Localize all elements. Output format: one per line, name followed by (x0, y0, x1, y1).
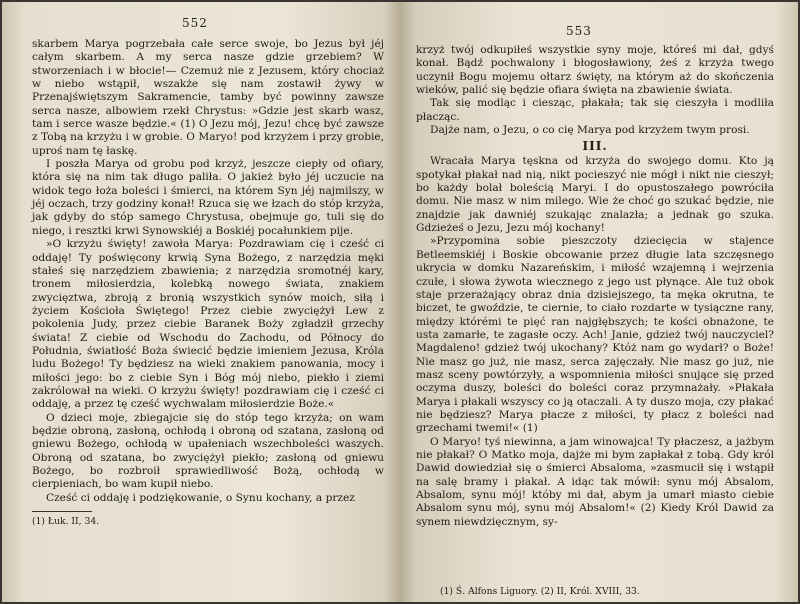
paragraph: krzyż twój odkupiłeś wszystkie syny moje, któreś mi dał, gdyś konał. Bądź pochwalony i błogosławiony, żeś z krzyża twego uczynił Bogu mojemu ołtarz święty, na którym aż do skończenia wieków, palić się będzie ofiara święta na zbawienie świata. (416, 44, 774, 97)
left-page (2, 2, 400, 602)
paragraph: Tak się modląc i ciesząc, płakała; tak się cieszyła i modliła płacząc. (416, 97, 774, 123)
section-heading: III. (582, 139, 608, 154)
paragraph: »Przypomina sobie pieszczoty dziecięcia w stajence Betleemskiéj i Boskie obcowanie przez długie lata szczęsnego ukrycia w domku Nazareńskim, i miłość wzajemną i wejrzenia czułe, i słowa żywota wiecznego z jego ust płynące. Ale tuż obok staje przerażający obraz dnia dzisiejszego, ta męka okrutna, te biczet, te gwoździe, te ciernie, to ciało rozdarte w tysiączne rany, między którémi te pięć ran najgłębszych; te kości obnażone, te usta zamarłe, te zagasłe oczy. Ach! Janie, gdzież twój nauczyciel? Magdaleno! gdzież twój ukochany? Któż nam go wydarł? o Boże! Nie masz go już, nie masz, serca zajęczały. Nie masz go już, nie masz sceny powtórzyły, a wspomnienia miłości snujące się przed oczyma duszy, boleści do boleści coraz przymnażały. »Płakała Marya i płakali wszyscy co ją otaczali. A ty duszo moja, czy płakać nie będziesz? Marya płacze z miłości, ty płacz z boleści nad grzechami twemi!« (1) (416, 235, 774, 435)
paragraph: I poszła Marya od grobu pod krzyż, jeszcze ciepły od ofiary, która się na nim tak długo paliła. O jakież było jéj uczucie na widok tego łoża boleści i śmierci, na którem Syn jéj najmilszy, w jéj oczach, trzy godziny konał! Rzuca się we łzach do stóp krzyża, jak gdyby do stóp samego Chrystusa, obejmuje go, tuli się do niego, i resztki krwi Synowskiéj a Boskiéj pocałunkiem pije. (32, 158, 384, 237)
right-page (400, 2, 798, 602)
paragraph: Cześć ci oddaję i podziękowanie, o Synu kochany, a przez (46, 491, 355, 504)
paragraph: O Maryo! tyś niewinna, a jam winowajca! Ty płaczesz, a jażbym nie płakał? O Matko moja, dajże mi bym zapłakał z tobą. Gdy król Dawid dowiedział się o śmierci Absaloma, »zasmucił się i wstąpił na salę bramy i płakał. A idąc tak mówił: synu mój Absalom, Absalom, synu mój! któby mi dał, abym ja umarł miasto ciebie Absalom synu mój, synu mój Absalom!« (2) Kiedy Król Dawid za synem niewdzięcznym, sy- (416, 435, 774, 528)
paragraph: skarbem Marya pogrzebała całe serce swoje, bo Jezus był jéj całym skarbem. A my serca nasze gdzie grzebiem? W stworzeniach i w błocie!— Czemuż nie z Jezusem, który chociaż w niebo wstąpił, wszakże się nam zostawił żywy w Przenajświętszym Sakramencie, tamby być powinny zawsze serca nasze, albowiem rzekł Chrystus: »Gdzie jest skarb wasz, tam i serce wasze będzie.« (1) O Jezu mój, Jezu! chcę być zawsze z Tobą na krzyżu i w grobie. O Maryo! pod krzyżem i przy grobie, uproś nam tę łaskę. (32, 38, 384, 157)
footnote-rule (32, 511, 92, 512)
paragraph: Dajże nam, o Jezu, o co cię Marya pod krzyżem twym prosi. (430, 124, 750, 137)
page-number-left: 552 (182, 16, 208, 30)
footnote-right: (1) Ś. Alfons Liguory. (2) II, Król. XVIII, 33. (440, 586, 640, 597)
page-number-right: 553 (566, 24, 592, 38)
paragraph: »O krzyżu święty! zawoła Marya: Pozdrawiam cię i cześć ci oddaję! Ty poświęcony krwią Syna Bożego, z narzędzia męki stałeś się narzędziem zbawienia; z narzędzia sromotnéj kary, tronem miłosierdzia, kolebką nowego świata, znakiem zwycięztwa, zbroją z bronią wszystkich synów moich, siłą i życiem Kościoła Świętego! Przez ciebie zwyciężył Lew z pokolenia Judy, przez ciebie Baranek Boży zgładził grzechy świata! Z ciebie od Wschodu do Zachodu, od Północy do Południa, światłość Boża świecić będzie imieniem Jezusa, Króla ludu Bożego! Ty będziesz na wieki znakiem panowania, mocy i miłości jego: bo z ciebie Syn i Bóg mój niebo, piekło i ziemi zakrólował na wieki. O krzyżu święty! pozdrawiam cię i cześć ci oddaję, a przez tę cześć wychwalam miłosierdzie Boże.« (32, 238, 384, 411)
paragraph: O dzieci moje, zbiegajcie się do stóp tego krzyża; on wam będzie obroną, zasłoną, ochłodą i obroną od szatana, zasłoną od gniewu Bożego, ochłodą w upałeniach wszechboleści waszych. Obroną od szatana, bo zwyciężył piekło; zasłoną od gniewu Bożego, bo rozbroił sprawiedliwość Bożą, ochłodą w cierpieniach, bo wam kupił niebo. (32, 411, 384, 491)
book-spread (2, 2, 798, 602)
footnote-left: (1) Łuk. II, 34. (32, 516, 100, 528)
paragraph: Wracała Marya tęskna od krzyża do swojego domu. Kto ją spotykał płakał nad nią, nikt pocieszyć nie mógł i nikt nie cieszył; bo każdy bolał boleścią Maryi. I do opustoszałego powróciła domu. Nie masz w nim milego. Wie że choć go szukać będzie, nie znajdzie jak dawniéj szukając znalazła; a jednak go szuka. Gdzieżeś o Jezu, Jezu mój kochany! (416, 155, 774, 235)
